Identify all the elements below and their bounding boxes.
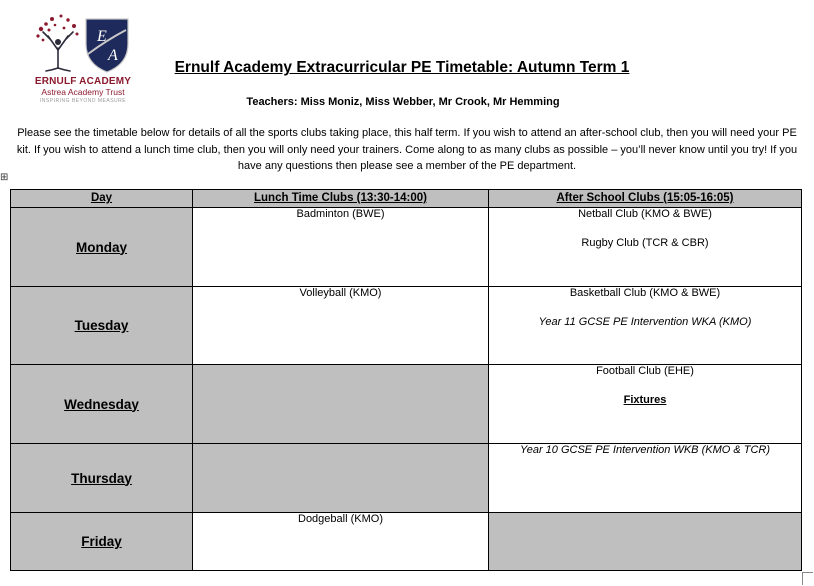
- table-row: [11, 365, 802, 444]
- table-move-handle-icon[interactable]: ⊞: [0, 172, 9, 183]
- page-title: Ernulf Academy Extracurricular PE Timetable: Autumn Term 1: [174, 59, 630, 76]
- day-monday: Monday: [11, 208, 193, 287]
- timetable: [10, 189, 802, 571]
- logo-trust-name: Astrea Academy Trust: [41, 87, 125, 97]
- table-row: [11, 287, 802, 365]
- page-corner-mark: [802, 572, 813, 585]
- club-entry: Year 11 GCSE PE Intervention WKA (KMO): [538, 316, 752, 328]
- after-thursday: [489, 444, 802, 513]
- academy-logo: [28, 10, 132, 106]
- club-entry: Volleyball (KMO): [299, 287, 382, 299]
- club-entry: Basketball Club (KMO & BWE): [569, 287, 721, 299]
- lunch-thursday-empty: [193, 444, 489, 513]
- day-tuesday: Tuesday: [11, 287, 193, 365]
- shield-letter-a: A: [108, 47, 118, 64]
- lunch-friday: [193, 513, 489, 571]
- lunch-wednesday-empty: [193, 365, 489, 444]
- header-day: Day: [11, 190, 193, 208]
- lunch-tuesday: [193, 287, 489, 365]
- intro-paragraph: Please see the timetable below for details of all the sports clubs taking place, this half term. If you wish to attend an after-school club, then you will need your PE kit. If you wish to attend a lunch time club, then you will only need your trainers. Come along to as many clubs as possible – you’ll never know until you try! If you have any questions then please see a member of the PE department.: [16, 127, 798, 172]
- header-after-school: After School Clubs (15:05-16:05): [489, 190, 802, 208]
- teachers-line: Teachers: Miss Moniz, Miss Webber, Mr Crook, Mr Hemming: [246, 96, 560, 108]
- day-friday: Friday: [11, 513, 193, 571]
- table-row: [11, 444, 802, 513]
- day-wednesday: Wednesday: [11, 365, 193, 444]
- table-row: [11, 513, 802, 571]
- after-monday: [489, 208, 802, 287]
- logo-academy-name: ERNULF ACADEMY: [34, 76, 132, 87]
- after-tuesday: [489, 287, 802, 365]
- lunch-monday: [193, 208, 489, 287]
- day-thursday: Thursday: [11, 444, 193, 513]
- club-entry: Badminton (BWE): [296, 208, 385, 220]
- fixtures-label: Fixtures: [623, 394, 667, 406]
- after-wednesday: [489, 365, 802, 444]
- shield-letter-e: E: [97, 28, 107, 45]
- club-entry: Year 10 GCSE PE Intervention WKB (KMO & TCR): [519, 444, 771, 456]
- club-entry: Dodgeball (KMO): [298, 513, 383, 525]
- header-lunch: Lunch Time Clubs (13:30-14:00): [193, 190, 489, 208]
- club-entry: Netball Club (KMO & BWE): [578, 208, 712, 220]
- logo-motto: INSPIRING BEYOND MEASURE: [39, 98, 127, 104]
- table-row: [11, 208, 802, 287]
- after-friday-empty: [489, 513, 802, 571]
- header-row: [11, 190, 802, 208]
- club-entry: Rugby Club (TCR & CBR): [581, 237, 709, 249]
- club-entry: Football Club (EHE): [596, 365, 694, 377]
